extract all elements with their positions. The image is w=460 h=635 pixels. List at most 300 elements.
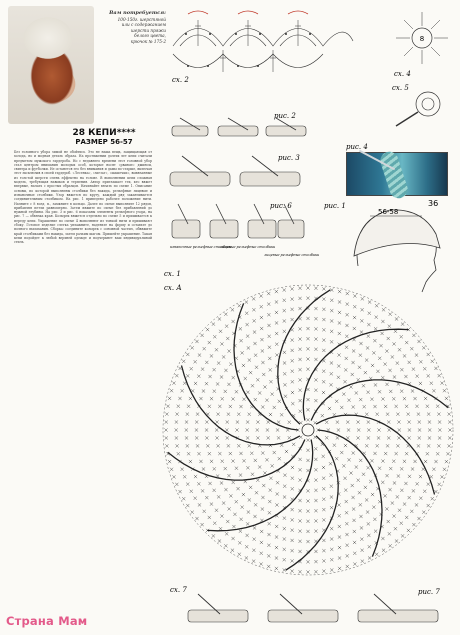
stitch-mark xyxy=(197,452,200,455)
stitch-mark xyxy=(226,436,229,439)
stitch-mark xyxy=(437,413,440,416)
stitch-mark xyxy=(387,337,390,340)
stitch-mark xyxy=(368,556,371,559)
stitch-mark xyxy=(359,398,362,401)
stitch-mark xyxy=(405,405,408,408)
stitch-mark xyxy=(438,428,441,431)
stitch-mark xyxy=(245,312,248,315)
stitch-mark xyxy=(253,342,256,345)
stitch-mark xyxy=(299,410,302,413)
stitch-mark xyxy=(417,517,420,520)
stitch-mark xyxy=(226,337,229,340)
stitch-mark xyxy=(283,361,286,364)
stitch-mark xyxy=(382,308,385,311)
stitch-mark xyxy=(254,398,257,401)
figure-2 xyxy=(170,112,310,142)
site-watermark: Страна Мам xyxy=(6,614,88,628)
stitch-mark xyxy=(232,525,235,528)
stitch-mark xyxy=(397,474,400,477)
stitch-mark xyxy=(392,397,395,400)
stitch-mark xyxy=(384,363,387,366)
stitch-mark xyxy=(360,538,363,541)
stitch-mark xyxy=(164,428,167,431)
stitch-mark xyxy=(260,562,263,565)
stitch-mark xyxy=(314,378,317,381)
stitch-mark xyxy=(401,323,404,326)
stitch-mark xyxy=(226,520,229,523)
stitch-mark xyxy=(325,421,328,424)
stitch-mark xyxy=(247,510,250,513)
stitch-mark xyxy=(407,529,410,532)
stitch-mark xyxy=(408,496,411,499)
materials-caption xyxy=(102,10,166,45)
stitch-mark xyxy=(291,380,294,383)
label-ris3: рис. 3 xyxy=(278,154,300,162)
stitch-mark xyxy=(381,537,384,540)
stitch-mark xyxy=(359,354,362,357)
stitch-mark xyxy=(343,477,346,480)
stitch-mark xyxy=(306,347,309,350)
stitch-mark xyxy=(405,516,408,519)
stitch-mark xyxy=(260,327,263,330)
stitch-mark xyxy=(205,361,208,364)
stitch-mark xyxy=(175,436,178,439)
stitch-mark xyxy=(330,568,333,571)
materials-line: крючок № 175-2 xyxy=(130,38,166,44)
stitch-mark xyxy=(419,497,422,500)
stitch-mark xyxy=(245,545,248,548)
stitch-mark xyxy=(217,495,220,498)
stitch-mark xyxy=(256,479,259,482)
stitch-mark xyxy=(306,408,309,411)
stitch-mark xyxy=(342,464,345,467)
stitch-mark xyxy=(238,541,241,544)
stitch-mark xyxy=(253,538,256,541)
stitch-mark xyxy=(395,452,398,455)
stitch-mark xyxy=(275,290,278,293)
stitch-mark xyxy=(241,506,244,509)
stitch-mark xyxy=(248,358,251,361)
stitch-mark xyxy=(381,459,384,462)
stitch-mark xyxy=(391,501,394,504)
stitch-mark xyxy=(269,413,272,416)
stitch-mark xyxy=(275,311,278,314)
stitch-mark xyxy=(389,390,392,393)
stitch-mark xyxy=(251,473,254,476)
stitch-mark xyxy=(291,402,294,405)
stitch-mark xyxy=(227,474,230,477)
stitch-mark xyxy=(213,335,216,338)
page-number: 36 xyxy=(428,199,439,208)
stitch-mark xyxy=(337,364,340,367)
stitch-mark xyxy=(258,391,261,394)
stitch-mark xyxy=(246,522,249,525)
stitch-mark xyxy=(372,506,375,509)
stitch-mark xyxy=(342,393,345,396)
stitch-mark xyxy=(329,383,332,386)
stitch-mark xyxy=(338,321,341,324)
stitch-mark xyxy=(231,549,234,552)
stitch-mark xyxy=(245,556,248,559)
stitch-mark xyxy=(330,309,333,312)
stitch-mark xyxy=(298,570,301,573)
stitch-mark xyxy=(175,428,178,431)
stitch-mark xyxy=(226,420,229,423)
stitch-mark xyxy=(298,378,301,381)
stitch-mark xyxy=(347,399,350,402)
stitch-mark xyxy=(394,527,397,530)
stitch-mark xyxy=(175,420,178,423)
stitch-mark xyxy=(446,452,449,455)
stitch-mark xyxy=(368,545,371,548)
stitch-mark xyxy=(384,452,387,455)
stitch-mark xyxy=(346,544,349,547)
stitch-mark xyxy=(378,467,381,470)
stitch-mark xyxy=(353,541,356,544)
relief-spiral-line xyxy=(311,380,448,421)
stitch-mark xyxy=(314,519,317,522)
stitch-mark xyxy=(232,376,235,379)
stitch-mark xyxy=(432,468,435,471)
stitch-mark xyxy=(283,485,286,488)
stitch-mark xyxy=(384,405,387,408)
stitch-mark xyxy=(229,494,232,497)
stitch-mark xyxy=(410,347,413,350)
stitch-mark xyxy=(428,436,431,439)
stitch-mark xyxy=(395,539,398,542)
stitch-mark xyxy=(416,375,419,378)
stitch-mark xyxy=(434,460,437,463)
stitch-mark xyxy=(340,451,343,454)
stitch-mark xyxy=(322,477,325,480)
stitch-mark xyxy=(322,298,325,301)
stitch-mark xyxy=(367,420,370,423)
stitch-mark xyxy=(194,360,197,363)
stitch-mark xyxy=(345,324,348,327)
stitch-mark xyxy=(260,338,263,341)
stitch-mark xyxy=(172,382,175,385)
stitch-mark xyxy=(322,570,325,573)
stitch-mark xyxy=(191,346,194,349)
stitch-mark xyxy=(194,497,197,500)
stitch-mark xyxy=(246,534,249,537)
stitch-mark xyxy=(314,509,317,512)
relief-spiral-line xyxy=(182,366,300,445)
stitch-mark xyxy=(291,549,294,552)
stitch-mark xyxy=(448,436,451,439)
stitch-mark xyxy=(366,346,369,349)
stitch-mark xyxy=(418,428,421,431)
stitch-mark xyxy=(186,413,189,416)
stitch-mark xyxy=(314,489,317,492)
stitch-mark xyxy=(239,327,242,330)
stitch-mark xyxy=(322,339,325,342)
stitch-mark xyxy=(355,391,358,394)
stitch-mark xyxy=(367,323,370,326)
stitch-mark xyxy=(346,292,349,295)
stitch-mark xyxy=(177,405,180,408)
stitch-mark xyxy=(366,510,369,513)
stitch-mark xyxy=(353,530,356,533)
stitch-mark xyxy=(438,436,441,439)
stitch-mark xyxy=(335,400,338,403)
stitch-mark xyxy=(215,436,218,439)
stitch-mark xyxy=(248,498,251,501)
stitch-mark xyxy=(365,498,368,501)
stitch-mark xyxy=(217,444,220,447)
stitch-mark xyxy=(246,323,249,326)
stitch-mark xyxy=(172,475,175,478)
stitch-mark xyxy=(265,399,268,402)
stitch-mark xyxy=(227,413,230,416)
stitch-mark xyxy=(267,436,270,439)
stitch-mark xyxy=(306,540,309,543)
stitch-mark xyxy=(408,436,411,439)
stitch-mark xyxy=(440,475,443,478)
stitch-mark xyxy=(369,480,372,483)
stitch-mark xyxy=(291,559,294,562)
stitch-mark xyxy=(322,508,325,511)
stitch-mark xyxy=(385,350,388,353)
chart-5-detail xyxy=(390,80,454,132)
stitch-mark xyxy=(206,444,209,447)
stitch-mark xyxy=(271,393,274,396)
stitch-mark xyxy=(283,527,286,530)
stitch-mark xyxy=(201,523,204,526)
stitch-mark xyxy=(277,421,280,424)
label-sx7: сх. 7 xyxy=(170,586,187,594)
stitch-mark xyxy=(306,368,309,371)
stitch-mark xyxy=(351,361,354,364)
stitch-mark xyxy=(256,428,259,431)
stitch-mark xyxy=(434,490,437,493)
stitch-mark xyxy=(352,507,355,510)
stitch-mark xyxy=(205,496,208,499)
stitch-mark xyxy=(314,317,317,320)
stitch-mark xyxy=(306,449,309,452)
stitch-mark xyxy=(246,466,249,469)
stitch-mark xyxy=(221,397,224,400)
stitch-mark xyxy=(246,391,249,394)
stitch-mark xyxy=(215,509,218,512)
label-sx4: сх. 4 xyxy=(394,70,411,78)
stitch-mark xyxy=(396,495,399,498)
stitch-mark xyxy=(411,389,414,392)
stitch-mark xyxy=(418,436,421,439)
stitch-mark xyxy=(353,316,356,319)
stitch-mark xyxy=(258,465,261,468)
stitch-mark xyxy=(357,428,360,431)
stitch-mark xyxy=(242,493,245,496)
stitch-mark xyxy=(306,570,309,573)
stitch-mark xyxy=(224,369,227,372)
stitch-mark xyxy=(388,488,391,491)
stitch-mark xyxy=(298,540,301,543)
stitch-mark xyxy=(306,510,309,513)
stitch-mark xyxy=(197,375,200,378)
stitch-mark xyxy=(245,300,248,303)
stitch-mark xyxy=(298,509,301,512)
stitch-mark xyxy=(195,340,198,343)
stitch-mark xyxy=(352,451,355,454)
label-ris4-wrap xyxy=(346,140,386,152)
materials-line: 100-150г. шерстяной xyxy=(117,16,166,22)
stitch-mark xyxy=(249,371,252,374)
stitch-mark xyxy=(388,428,391,431)
stitch-mark xyxy=(176,413,179,416)
stitch-mark xyxy=(283,474,286,477)
stitch-mark xyxy=(337,428,340,431)
stitch-mark xyxy=(283,372,286,375)
stitch-mark xyxy=(376,370,379,373)
stitch-mark xyxy=(168,397,171,400)
stitch-mark xyxy=(275,343,278,346)
stitch-mark xyxy=(237,413,240,416)
stitch-mark xyxy=(187,405,190,408)
stitch-mark xyxy=(298,368,301,371)
relief-spiral-line xyxy=(316,415,434,494)
stitch-mark xyxy=(387,436,390,439)
stitch-mark xyxy=(322,287,325,290)
stitch-mark xyxy=(367,436,370,439)
stitch-mark xyxy=(408,420,411,423)
stitch-mark xyxy=(410,510,413,513)
stitch-mark xyxy=(358,366,361,369)
stitch-mark xyxy=(260,541,263,544)
stitch-mark xyxy=(443,389,446,392)
stitch-mark xyxy=(178,490,181,493)
stitch-mark xyxy=(239,452,242,455)
stitch-mark xyxy=(187,452,190,455)
stitch-mark xyxy=(244,377,247,380)
stitch-mark xyxy=(191,511,194,514)
stitch-mark xyxy=(267,420,270,423)
stitch-mark xyxy=(177,452,180,455)
stitch-mark xyxy=(255,491,258,494)
stitch-mark xyxy=(361,549,364,552)
stitch-mark xyxy=(356,420,359,423)
stitch-mark xyxy=(379,344,382,347)
stitch-mark xyxy=(213,522,216,525)
label-ris7: рис. 7 xyxy=(418,588,440,596)
stitch-mark xyxy=(175,483,178,486)
stitch-mark xyxy=(283,383,286,386)
stitch-mark xyxy=(371,364,374,367)
stitch-mark xyxy=(273,406,276,409)
stitch-mark xyxy=(170,468,173,471)
stitch-mark xyxy=(291,359,294,362)
stitch-mark xyxy=(222,355,225,358)
stitch-mark xyxy=(252,549,255,552)
stitch-mark xyxy=(438,420,441,423)
stitch-mark xyxy=(375,553,378,556)
stitch-mark xyxy=(275,353,278,356)
stitch-mark xyxy=(368,312,371,315)
stitch-mark xyxy=(235,467,238,470)
stitch-mark xyxy=(403,397,406,400)
stitch-mark xyxy=(298,389,301,392)
stitch-mark xyxy=(189,397,192,400)
stitch-mark xyxy=(208,375,211,378)
stitch-mark xyxy=(306,499,309,502)
stitch-mark xyxy=(419,475,422,478)
stitch-mark xyxy=(356,436,359,439)
stitch-mark xyxy=(210,397,213,400)
chart-4-ring xyxy=(392,6,452,80)
stitch-mark xyxy=(291,529,294,532)
stitch-mark xyxy=(330,506,333,509)
stitch-mark xyxy=(273,451,276,454)
stitch-mark xyxy=(267,554,270,557)
stitch-mark xyxy=(412,489,415,492)
stitch-mark xyxy=(386,413,389,416)
stitch-mark xyxy=(253,526,256,529)
stitch-mark xyxy=(215,420,218,423)
stitch-mark xyxy=(275,546,278,549)
stitch-mark xyxy=(340,406,343,409)
stitch-mark xyxy=(338,311,341,314)
stitch-mark xyxy=(227,444,230,447)
stitch-mark xyxy=(314,399,317,402)
stitch-mark xyxy=(388,325,391,328)
stitch-mark xyxy=(330,372,333,375)
stitch-mark xyxy=(400,368,403,371)
stitch-mark xyxy=(252,297,255,300)
stitch-mark xyxy=(398,428,401,431)
stitch-mark xyxy=(330,299,333,302)
stitch-mark xyxy=(351,373,354,376)
stitch-mark xyxy=(330,330,333,333)
stitch-mark xyxy=(237,444,240,447)
stitch-mark xyxy=(266,428,269,431)
stitch-mark xyxy=(195,420,198,423)
stitch-mark xyxy=(275,567,278,570)
stitch-mark xyxy=(374,530,377,533)
stitch-mark xyxy=(267,324,270,327)
stitch-mark xyxy=(182,497,185,500)
stitch-mark xyxy=(412,368,415,371)
stitch-mark xyxy=(373,339,376,342)
stitch-mark xyxy=(276,492,279,495)
stitch-mark xyxy=(352,519,355,522)
stitch-mark xyxy=(224,544,227,547)
stitch-mark xyxy=(363,405,366,408)
stitch-mark xyxy=(261,451,264,454)
stitch-mark xyxy=(238,304,241,307)
stitch-mark xyxy=(423,367,426,370)
legend-purl-relief: изнаночные рельефные столбики xyxy=(170,245,232,249)
stitch-mark xyxy=(178,397,181,400)
stitch-mark xyxy=(268,346,271,349)
stitch-mark xyxy=(381,481,384,484)
stitch-mark xyxy=(239,473,242,476)
stitch-mark xyxy=(352,349,355,352)
stitch-mark xyxy=(306,520,309,523)
stitch-mark xyxy=(261,507,264,510)
stitch-mark xyxy=(338,332,341,335)
stitch-mark xyxy=(217,413,220,416)
stitch-mark xyxy=(249,486,252,489)
stitch-mark xyxy=(338,546,341,549)
stitch-mark xyxy=(203,347,206,350)
stitch-mark xyxy=(198,353,201,356)
stitch-mark xyxy=(373,452,376,455)
stitch-mark xyxy=(418,420,421,423)
relief-spiral-line xyxy=(168,440,305,481)
stitch-mark xyxy=(268,522,271,525)
stitch-mark xyxy=(411,467,414,470)
stitch-mark xyxy=(254,503,257,506)
